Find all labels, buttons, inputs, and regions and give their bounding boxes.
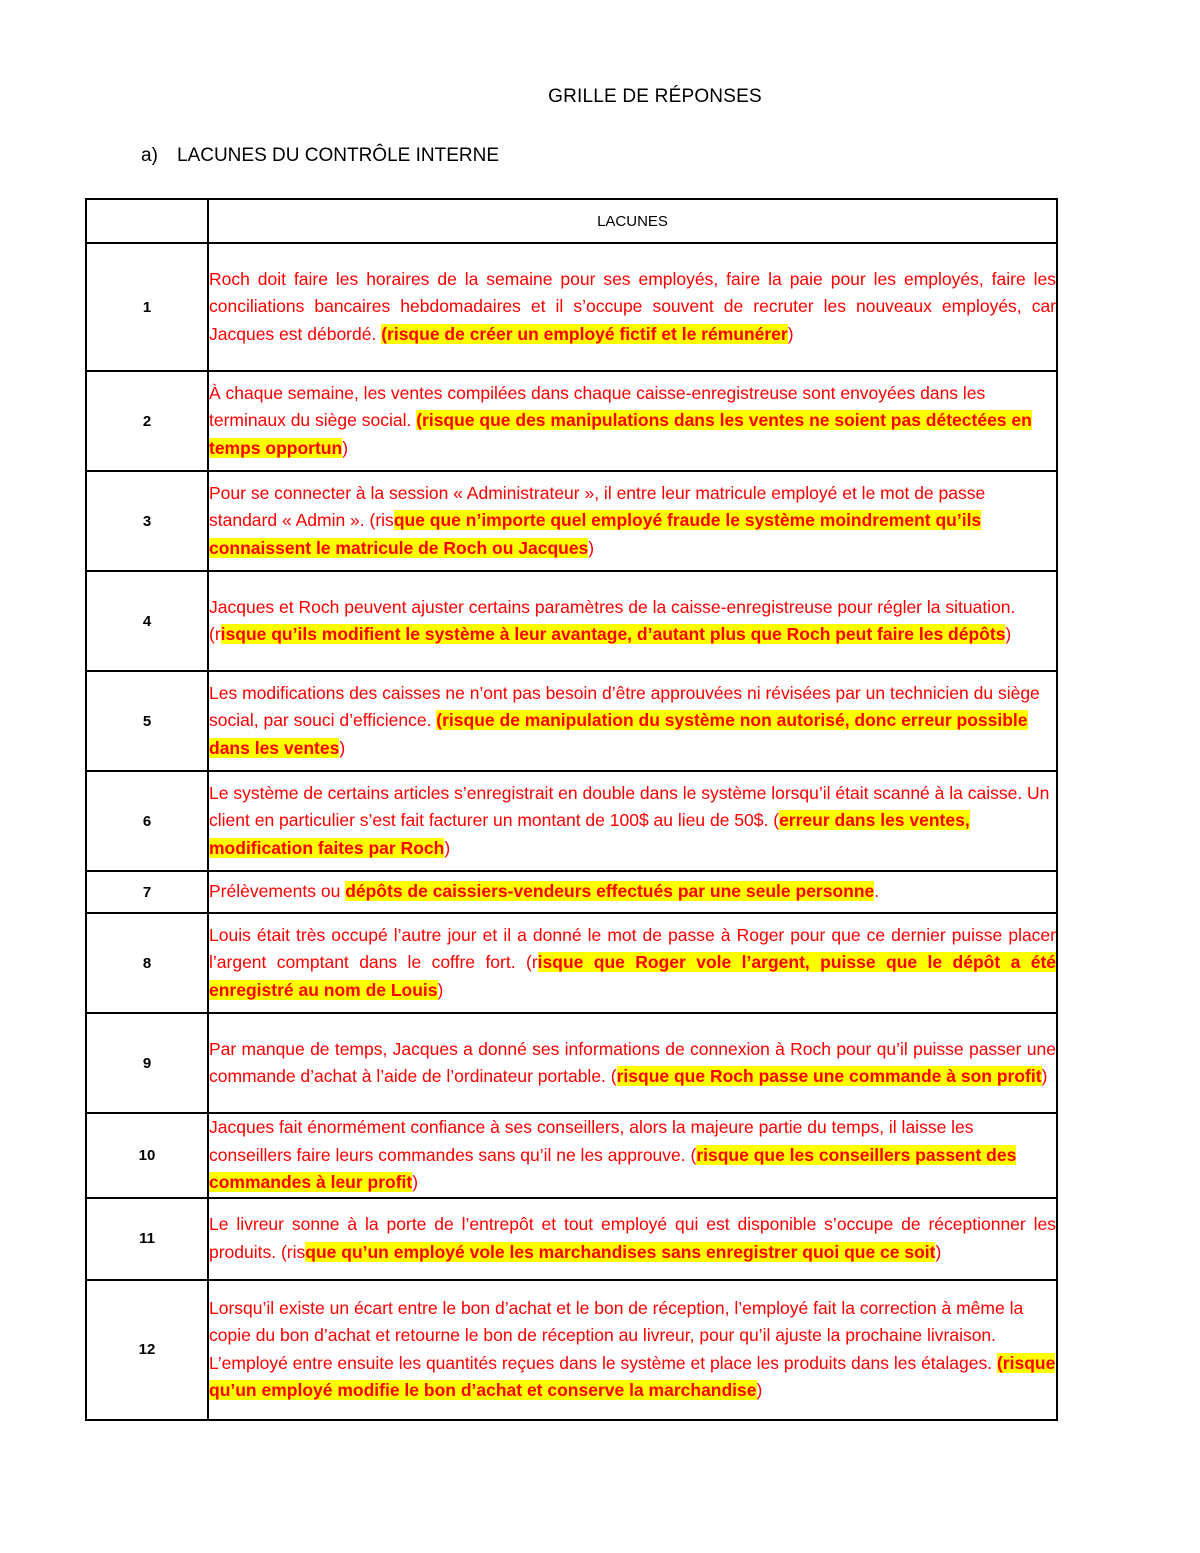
row-number: 6 xyxy=(86,771,208,871)
deficiency-text: Le livreur sonne à la porte de l’entrepôt et tout employé qui est disponible s’occupe de réceptionner les produits. (ris xyxy=(209,1214,1056,1262)
risk-highlight: que qu’un employé vole les marchandises sans enregistrer quoi que ce soit xyxy=(305,1241,936,1262)
risk-tail: . xyxy=(874,881,880,902)
deficiency-text: Prélèvements ou xyxy=(209,881,346,902)
table-row xyxy=(86,1113,1057,1198)
risk-tail: ) xyxy=(412,1172,419,1192)
risk-highlight: erreur dans les ventes, modification faites par Roch xyxy=(209,810,970,858)
row-number: 3 xyxy=(86,471,208,571)
risk-tail: ) xyxy=(342,437,349,458)
header-lacunes-cell: LACUNES xyxy=(208,199,1057,243)
deficiency-text: Par manque de temps, Jacques a donné ses informations de connexion à Roch pour qu’il puisse passer une commande d’achat à l’aide de l’ordinateur portable. ( xyxy=(209,1038,1056,1086)
table-row xyxy=(86,913,1057,1013)
risk-tail: ) xyxy=(756,1380,763,1400)
table-row xyxy=(86,243,1057,371)
risk-highlight: que que n’importe quel employé fraude le système moindrement qu’ils connaissent le matricule de Roch ou Jacques xyxy=(209,510,982,558)
section-marker: a) xyxy=(141,145,158,166)
lacunes-table xyxy=(85,198,1058,1421)
row-number: 9 xyxy=(86,1013,208,1113)
table-row xyxy=(86,1280,1057,1420)
row-number: 4 xyxy=(86,571,208,671)
table-row xyxy=(86,1013,1057,1113)
row-number: 10 xyxy=(86,1113,208,1198)
row-number: 2 xyxy=(86,371,208,471)
table-row xyxy=(86,1198,1057,1280)
row-number: 11 xyxy=(86,1198,208,1280)
risk-highlight: isque que Roger vole l’argent, puisse que le dépôt a été enregistré au nom de Louis xyxy=(209,952,1057,1000)
deficiency-text: Pour se connecter à la session « Administrateur », il entre leur matricule employé et le mot de passe standard « Admin ». (ris xyxy=(209,482,986,531)
row-text xyxy=(208,571,1057,671)
page-title: GRILLE DE RÉPONSES xyxy=(548,86,762,107)
row-number: 5 xyxy=(86,671,208,771)
row-number: 8 xyxy=(86,913,208,1013)
risk-tail: ) xyxy=(787,323,794,344)
table-row xyxy=(86,471,1057,571)
table-row xyxy=(86,371,1057,471)
risk-highlight: (risque que des manipulations dans les ventes ne soient pas détectées en temps opportun xyxy=(209,410,1032,458)
deficiency-text: Louis était très occupé l’autre jour et il a donné le mot de passe à Roger pour que ce dernier puisse placer l’argent comptant dans le coffre fort. (r xyxy=(209,924,1056,973)
risk-tail: ) xyxy=(437,979,444,1000)
deficiency-text: Le système de certains articles s’enregistrait en double dans le système lorsqu’il était scanné à la caisse. Un client en particulier s’est fait facturer un montant de 100$ au lieu de 50$. ( xyxy=(209,782,1050,831)
risk-tail: ) xyxy=(444,837,451,858)
risk-tail: ) xyxy=(1041,1066,1048,1086)
risk-tail: ) xyxy=(339,737,346,758)
risk-highlight: (risque qu’un employé modifie le bon d’achat et conserve la marchandise xyxy=(209,1352,1056,1400)
row-text xyxy=(208,1013,1057,1113)
row-text xyxy=(208,1198,1057,1280)
row-number: 1 xyxy=(86,243,208,371)
row-text xyxy=(208,913,1057,1013)
table-row xyxy=(86,871,1057,913)
row-text xyxy=(208,1113,1057,1198)
deficiency-text: À chaque semaine, les ventes compilées dans chaque caisse-enregistreuse sont envoyées dans les terminaux du siège social. xyxy=(209,382,986,431)
risk-tail: ) xyxy=(935,1241,942,1262)
row-text xyxy=(208,871,1057,913)
deficiency-text: Les modifications des caisses ne n’ont pas besoin d’être approuvées ni révisées par un technicien du siège social, par souci d’efficience. xyxy=(209,682,1040,731)
risk-tail: ) xyxy=(588,537,595,558)
row-number: 12 xyxy=(86,1280,208,1420)
risk-highlight: (risque de créer un employé fictif et le rémunérer xyxy=(381,323,788,344)
table-row xyxy=(86,771,1057,871)
risk-highlight: (risque de manipulation du système non autorisé, donc erreur possible dans les ventes xyxy=(209,710,1028,758)
deficiency-text: Jacques et Roch peuvent ajuster certains paramètres de la caisse-enregistreuse pour régler la situation. (r xyxy=(209,596,1016,644)
section-label: LACUNES DU CONTRÔLE INTERNE xyxy=(177,145,499,166)
risk-highlight: risque que Roch passe une commande à son profit xyxy=(616,1066,1042,1086)
row-text xyxy=(208,243,1057,371)
deficiency-text: Jacques fait énormément confiance à ses conseillers, alors la majeure partie du temps, il laisse les conseillers faire leurs commandes sans qu’il ne les approuve. ( xyxy=(209,1117,974,1165)
row-text xyxy=(208,1280,1057,1420)
row-number: 7 xyxy=(86,871,208,913)
table-row xyxy=(86,571,1057,671)
row-text xyxy=(208,471,1057,571)
risk-highlight: risque que les conseillers passent des commandes à leur profit xyxy=(209,1144,1017,1192)
table-row xyxy=(86,671,1057,771)
deficiency-text: Lorsqu’il existe un écart entre le bon d’achat et le bon de réception, l’employé fait la correction à même la copie du bon d’achat et retourne le bon de réception au livreur, pour qu’il ajuste la prochaine livraison. L’employé entre ensuite les quantités reçues dans le système et place les produits dans les étalages. xyxy=(209,1297,1024,1373)
row-text xyxy=(208,371,1057,471)
section-heading xyxy=(141,145,499,167)
row-text xyxy=(208,671,1057,771)
risk-highlight: dépôts de caissiers-vendeurs effectués par une seule personne xyxy=(345,881,875,902)
table-header-row xyxy=(86,199,1057,243)
deficiency-text: Roch doit faire les horaires de la semaine pour ses employés, faire la paie pour les employés, faire les conciliations bancaires hebdomadaires et il s’occupe souvent de recruter les nouveaux employés, car Jacques est débordé. xyxy=(209,268,1056,344)
row-text xyxy=(208,771,1057,871)
header-number-cell xyxy=(86,199,208,243)
risk-tail: ) xyxy=(1005,624,1012,644)
risk-highlight: isque qu’ils modifient le système à leur avantage, d’autant plus que Roch peut faire les dépôts xyxy=(220,624,1006,644)
